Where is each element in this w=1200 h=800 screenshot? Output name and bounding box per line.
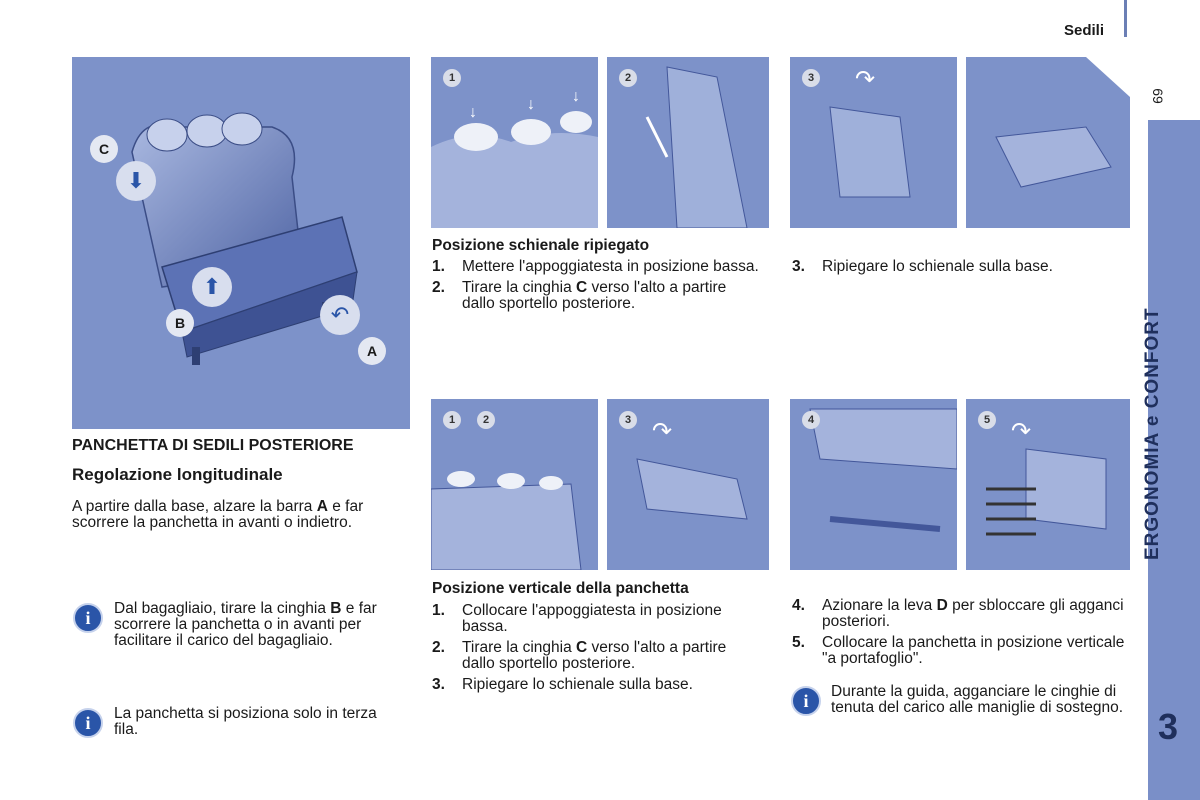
luggage-info-text: Dal bagagliaio, tirare la cinghia B e far scorrere la panchetta o in avanti per facilitare il carico del bagagliaio. (114, 600, 377, 649)
panel-badge: 2 (477, 411, 495, 429)
page-header-title: Sedili (1064, 22, 1105, 39)
vertical-panel-12 (431, 399, 598, 570)
panel-badge: 1 (443, 411, 461, 429)
section-label-text: ERGONOMIA e CONFORT (1142, 307, 1163, 560)
folding-panel-3b (966, 57, 1130, 228)
label-a: A (358, 337, 386, 365)
list-item: 2. Tirare la cinghia C verso l'alto a partire dallo sportello posteriore. (432, 639, 727, 672)
list-item: 4. Azionare la leva D per sbloccare gli agganci posteriori. (792, 597, 1124, 630)
panel-badge: 2 (619, 69, 637, 87)
svg-text:↷: ↷ (1011, 418, 1032, 445)
info-icon: i (73, 708, 103, 738)
panel-badge: 4 (802, 411, 820, 429)
list-item: 1. Collocare l'appoggiatesta in posizione bassa. (432, 602, 722, 635)
adjustment-text: A partire dalla base, alzare la barra A e far scorrere la panchetta in avanti o indietro. (72, 498, 364, 531)
list-item: 5. Collocare la panchetta in posizione verticale "a portafoglio". (792, 634, 1125, 667)
list-item: 2. Tirare la cinghia C verso l'alto a partire dallo sportello posteriore. (432, 279, 727, 312)
list-item: 3. Ripiegare lo schienale sulla base. (792, 258, 1053, 275)
info-icon: i (791, 686, 821, 716)
list-item: 1. Mettere l'appoggiatesta in posizione bassa. (432, 258, 759, 275)
third-row-info-text: La panchetta si posiziona solo in terza fila. (114, 705, 377, 738)
section-subheading: Regolazione longitudinale (72, 465, 283, 484)
svg-text:↷: ↷ (652, 418, 673, 445)
svg-text:↓: ↓ (469, 104, 477, 121)
arrow-down-icon: ⬇ (116, 161, 156, 201)
folding-panel-1 (431, 57, 598, 228)
label-c: C (90, 135, 118, 163)
svg-text:↓: ↓ (527, 96, 535, 113)
vertical-panel-3 (607, 399, 769, 570)
page-number: 69 (1149, 88, 1166, 104)
vertical-steps-right (792, 598, 1132, 672)
panel-badge: 3 (619, 411, 637, 429)
svg-text:↓: ↓ (572, 88, 580, 105)
vertical-caption: Posizione verticale della panchetta (432, 580, 689, 597)
folding-steps-right (792, 259, 1132, 280)
folding-caption: Posizione schienale ripiegato (432, 237, 650, 254)
panel-badge: 1 (443, 69, 461, 87)
chapter-number: 3 (1158, 706, 1179, 747)
rear-bench-illustration (72, 57, 410, 429)
header-divider (1124, 0, 1127, 37)
folding-steps-left (432, 259, 762, 317)
arrow-up-icon: ⬆ (192, 267, 232, 307)
label-b: B (166, 309, 194, 337)
list-item: 3. Ripiegare lo schienale sulla base. (432, 676, 693, 693)
vertical-steps-left (432, 603, 762, 698)
vertical-panel-5 (966, 399, 1130, 570)
section-heading: PANCHETTA DI SEDILI POSTERIORE (72, 437, 354, 454)
info-icon: i (73, 603, 103, 633)
svg-text:↷: ↷ (855, 66, 876, 93)
driving-info-text: Durante la guida, agganciare le cinghie di tenuta del carico alle maniglie di sostegno. (831, 683, 1124, 716)
panel-badge: 3 (802, 69, 820, 87)
folding-panel-3a (790, 57, 957, 228)
panel-badge: 5 (978, 411, 996, 429)
vertical-panel-4 (790, 399, 957, 570)
folding-panel-2 (607, 57, 769, 228)
arrow-back-icon: ↶ (320, 295, 360, 335)
